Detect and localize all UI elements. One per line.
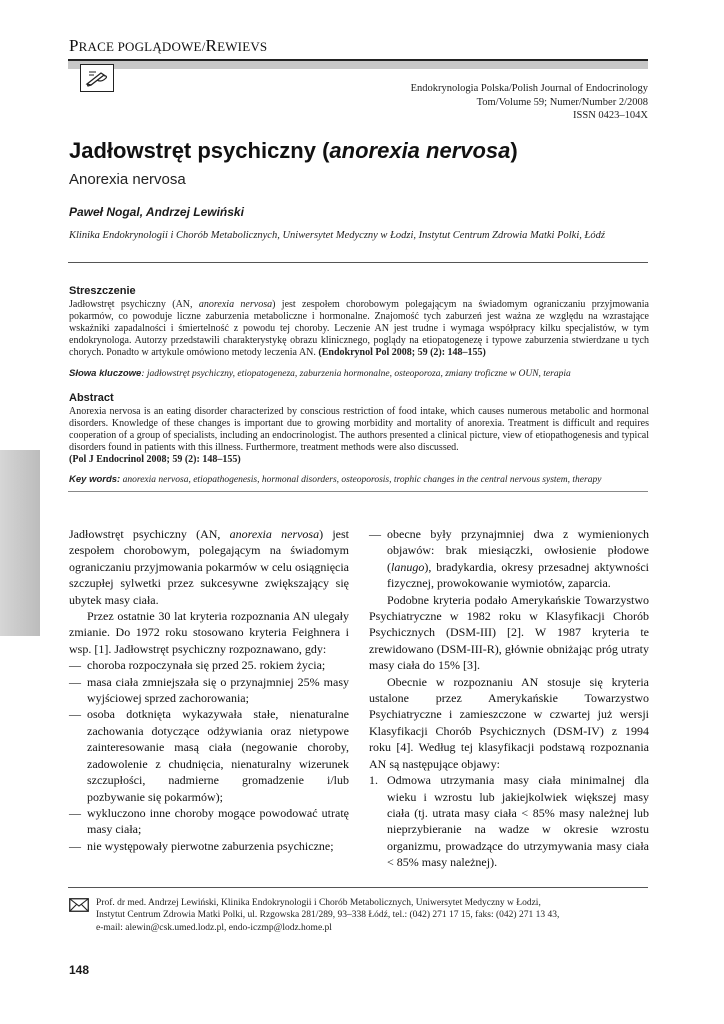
dash-bullet: — (369, 527, 381, 541)
streszczenie-citation: (Endokrynol Pol 2008; 59 (2): 148–155) (318, 347, 486, 358)
dash-bullet: — (69, 674, 81, 689)
body-left-column (69, 526, 349, 854)
footnote-line-3: e-mail: alewin@csk.umed.lodz.pl, endo-iczmp@lodz.home.pl (96, 922, 332, 933)
polish-keywords-label: Słowa kluczowe (69, 368, 142, 379)
abstract-heading: Abstract (69, 392, 114, 404)
right-item-a: obecne były przynajmniej dwa z wymienionych objawów: brak miesiączki, owłosienie płodowe ( (387, 527, 649, 574)
english-keywords-text: anorexia nervosa, etiopathogenesis, hormonal disorders, osteoporosis, trophic changes in the central nervous system, therapy (120, 475, 602, 485)
body-right-column (369, 526, 649, 871)
list-item (69, 657, 349, 673)
footnote-line-1: Prof. dr med. Andrzej Lewiński, Klinika Endokrynologii i Chorób Metabolicznych, Uniwersytet Medyczny w Łodzi, (96, 898, 541, 908)
title-main: Jadłowstręt psychiczny ( (69, 138, 330, 163)
polish-keywords (69, 368, 649, 379)
section-rest-1: RACE POGLĄDOWE/ (78, 39, 206, 54)
abstract-body: Anorexia nervosa is an eating disorder characterized by conscious restriction of food intake, which causes numerous metabolic and hormonal disorders. Knowledge of these changes is important due to growing morbidity and mortality of anorexia. Treatment is difficult and requires cooperation of a group of specialists, including an endocrinologist. The authors presented a clinical picture, view of etiopathogenesis and typical disorders found in patients with this illness. Furthermore, treatment methods were also discussed. (69, 406, 649, 453)
dash-bullet: — (69, 658, 81, 673)
dash-bullet: — (69, 838, 81, 853)
list-item-text: osoba dotknięta wykazywała stałe, nienaturalne zachowania dotyczące odżywiania oraz nietypowe zainteresowanie masą ciała (negowanie choroby, zadowolenie z chudnięcia, nienaturalny wizerunek szczupłości, nadmierne gromadzenie i/lub pozbywanie się pokarmów); (87, 707, 349, 804)
english-keywords-label: Key words: (69, 474, 121, 485)
dash-bullet: — (69, 707, 81, 722)
left-p1b: ) jest zespołem chorobowym, polegającym na świadomym ograniczaniu przyjmowania pokarmów w celu osiągnięcia szczupłej sylwetki przez sukcesywne zwiększający się ubytek masy ciała. (69, 527, 350, 607)
abstract-text (69, 406, 649, 466)
list-item-text: wykluczono inne choroby mogące powodować utratę masy ciała; (87, 805, 349, 837)
numbered-item-text: Odmowa utrzymania masy ciała minimalnej dla wieku i wzrostu lub jakiejkolwiek większej masy ciała (tj. utrata masy ciała < 85% masy należnej lub nieprzybieranie na wadze w okresie wzrostu organizmu, prowadzące do utrzymywania masy ciała < 85% masy należnej). (387, 773, 649, 870)
list-item-text: masa ciała zmniejszała się o przynajmniej 25% masy wyjściowej sprzed zachorowania; (87, 674, 349, 706)
dash-bullet: — (69, 805, 81, 820)
article-title (69, 138, 518, 164)
list-item (69, 674, 349, 707)
affiliation: Klinika Endokrynologii i Chorób Metabolicznych, Uniwersytet Medyczny w Łodzi, Instytut Centrum Zdrowia Matki Polki, Łódź (69, 230, 605, 241)
right-paragraph-1: Podobne kryteria podało Amerykańskie Towarzystwo Psychiatryczne w 1982 roku w Klasyfikacji Chorób Psychicznych (DSM-III) [2]. W 1987 kryteria te zrewidowano (DSM-III-R), głównie obniżając próg utraty masy ciała do 15% [3]. (369, 592, 649, 673)
side-tab-decoration (0, 450, 40, 636)
list-item-text (387, 526, 649, 592)
header-grey-band (68, 61, 648, 69)
list-item (69, 838, 349, 854)
authors: Paweł Nogal, Andrzej Lewiński (69, 205, 244, 219)
numbered-item (369, 772, 649, 870)
left-p1-italic: anorexia nervosa (229, 527, 320, 541)
journal-line-2: Tom/Volume 59; Numer/Number 2/2008 (476, 96, 648, 108)
right-item-a-end: ), bradykardia, okresy przesadnej aktywności fizycznej, prowokowanie wymiotów, zaparcia. (387, 559, 649, 591)
left-paragraph-2: Przez ostatnie 30 lat kryteria rozpoznania AN ulegały zmianie. Do 1972 roku stosowano kryteria Feighnera i wsp. [1]. Jadłowstręt psychiczny rozpoznawano, gdy: (69, 609, 349, 656)
footnote-line-2: Instytut Centrum Zdrowia Matki Polki, ul. Rzgowska 281/289, 93–338 Łódź, tel.: (042) 271 17 15, faks: (042) 271 13 43, (96, 910, 560, 921)
page-number: 148 (69, 963, 90, 977)
article-subtitle: Anorexia nervosa (69, 171, 186, 188)
left-paragraph-1 (69, 526, 349, 608)
english-keywords (69, 474, 649, 485)
section-cap-2: R (205, 36, 218, 55)
list-item (69, 706, 349, 804)
section-header (69, 36, 267, 56)
streszczenie-p1-rest: ) jest zespołem chorobowym polegającym na świadomym ograniczaniu przyjmowania pokarmów, co powoduje liczne zaburzenia metaboliczne i hormonalne. Znajomość tych zaburzeń jest ważna ze względu na wzrastające wskaźniki zapadalności i śmiertelność z powodu tej choroby. Leczenie AN jest trudne i wymaga współpracy kilku specjalistów, w tym endokrynologa. Autorzy przedstawili charakterystykę obrazu klinicznego, poglądy na etiopatogenezę i typowe zaburzenia stwierdzane u tych chorych. Ponadto w artykule omówiono metody leczenia AN. (69, 299, 649, 358)
list-item (369, 526, 649, 592)
list-item-text: nie występowały pierwotne zaburzenia psychiczne; (87, 838, 334, 853)
streszczenie-text (69, 299, 649, 359)
list-item-text: choroba rozpoczynała się przed 25. rokiem życia; (87, 658, 326, 673)
title-end: ) (510, 138, 518, 163)
divider-2 (68, 491, 648, 492)
title-italic: anorexia nervosa (329, 138, 511, 163)
polish-keywords-text: : jadłowstręt psychiczny, etiopatogeneza, zaburzenia hormonalne, osteoporoza, zmiany troficzne w OUN, terapia (141, 369, 571, 379)
numbered-item-label: 1. (369, 773, 378, 788)
section-cap-1: P (69, 36, 79, 55)
journal-line-1: Endokrynologia Polska/Polish Journal of Endocrinology (410, 83, 648, 94)
divider-3 (68, 887, 648, 888)
divider-1 (68, 262, 648, 263)
correspondence-footnote (96, 897, 656, 934)
streszczenie-p1: Jadłowstręt psychiczny (AN, (69, 299, 199, 310)
writing-hand-icon (80, 64, 114, 92)
abstract-citation: (Pol J Endocrinol 2008; 59 (2): 148–155) (69, 454, 241, 465)
list-item (69, 805, 349, 838)
right-paragraph-2: Obecnie w rozpoznaniu AN stosuje się kryteria ustalone przez Amerykańskie Towarzystwo Psychiatryczne i zamieszczone w czwartej już wersji Klasyfikacji Chorób Psychicznych (DSM-IV) z 1994 roku [4]. Według tej klasyfikacji podstawą rozpoznania AN są następujące objawy: (369, 674, 649, 771)
right-item-a-italic: lanugo (391, 559, 425, 574)
envelope-icon (69, 898, 89, 912)
streszczenie-p1-italic: anorexia nervosa (198, 299, 273, 310)
left-p1a: Jadłowstręt psychiczny (AN, (69, 527, 230, 541)
journal-line-3: ISSN 0423–104X (573, 110, 648, 121)
journal-info (411, 82, 648, 123)
streszczenie-heading: Streszczenie (69, 285, 136, 297)
section-rest-2: EWIEVS (217, 39, 268, 54)
